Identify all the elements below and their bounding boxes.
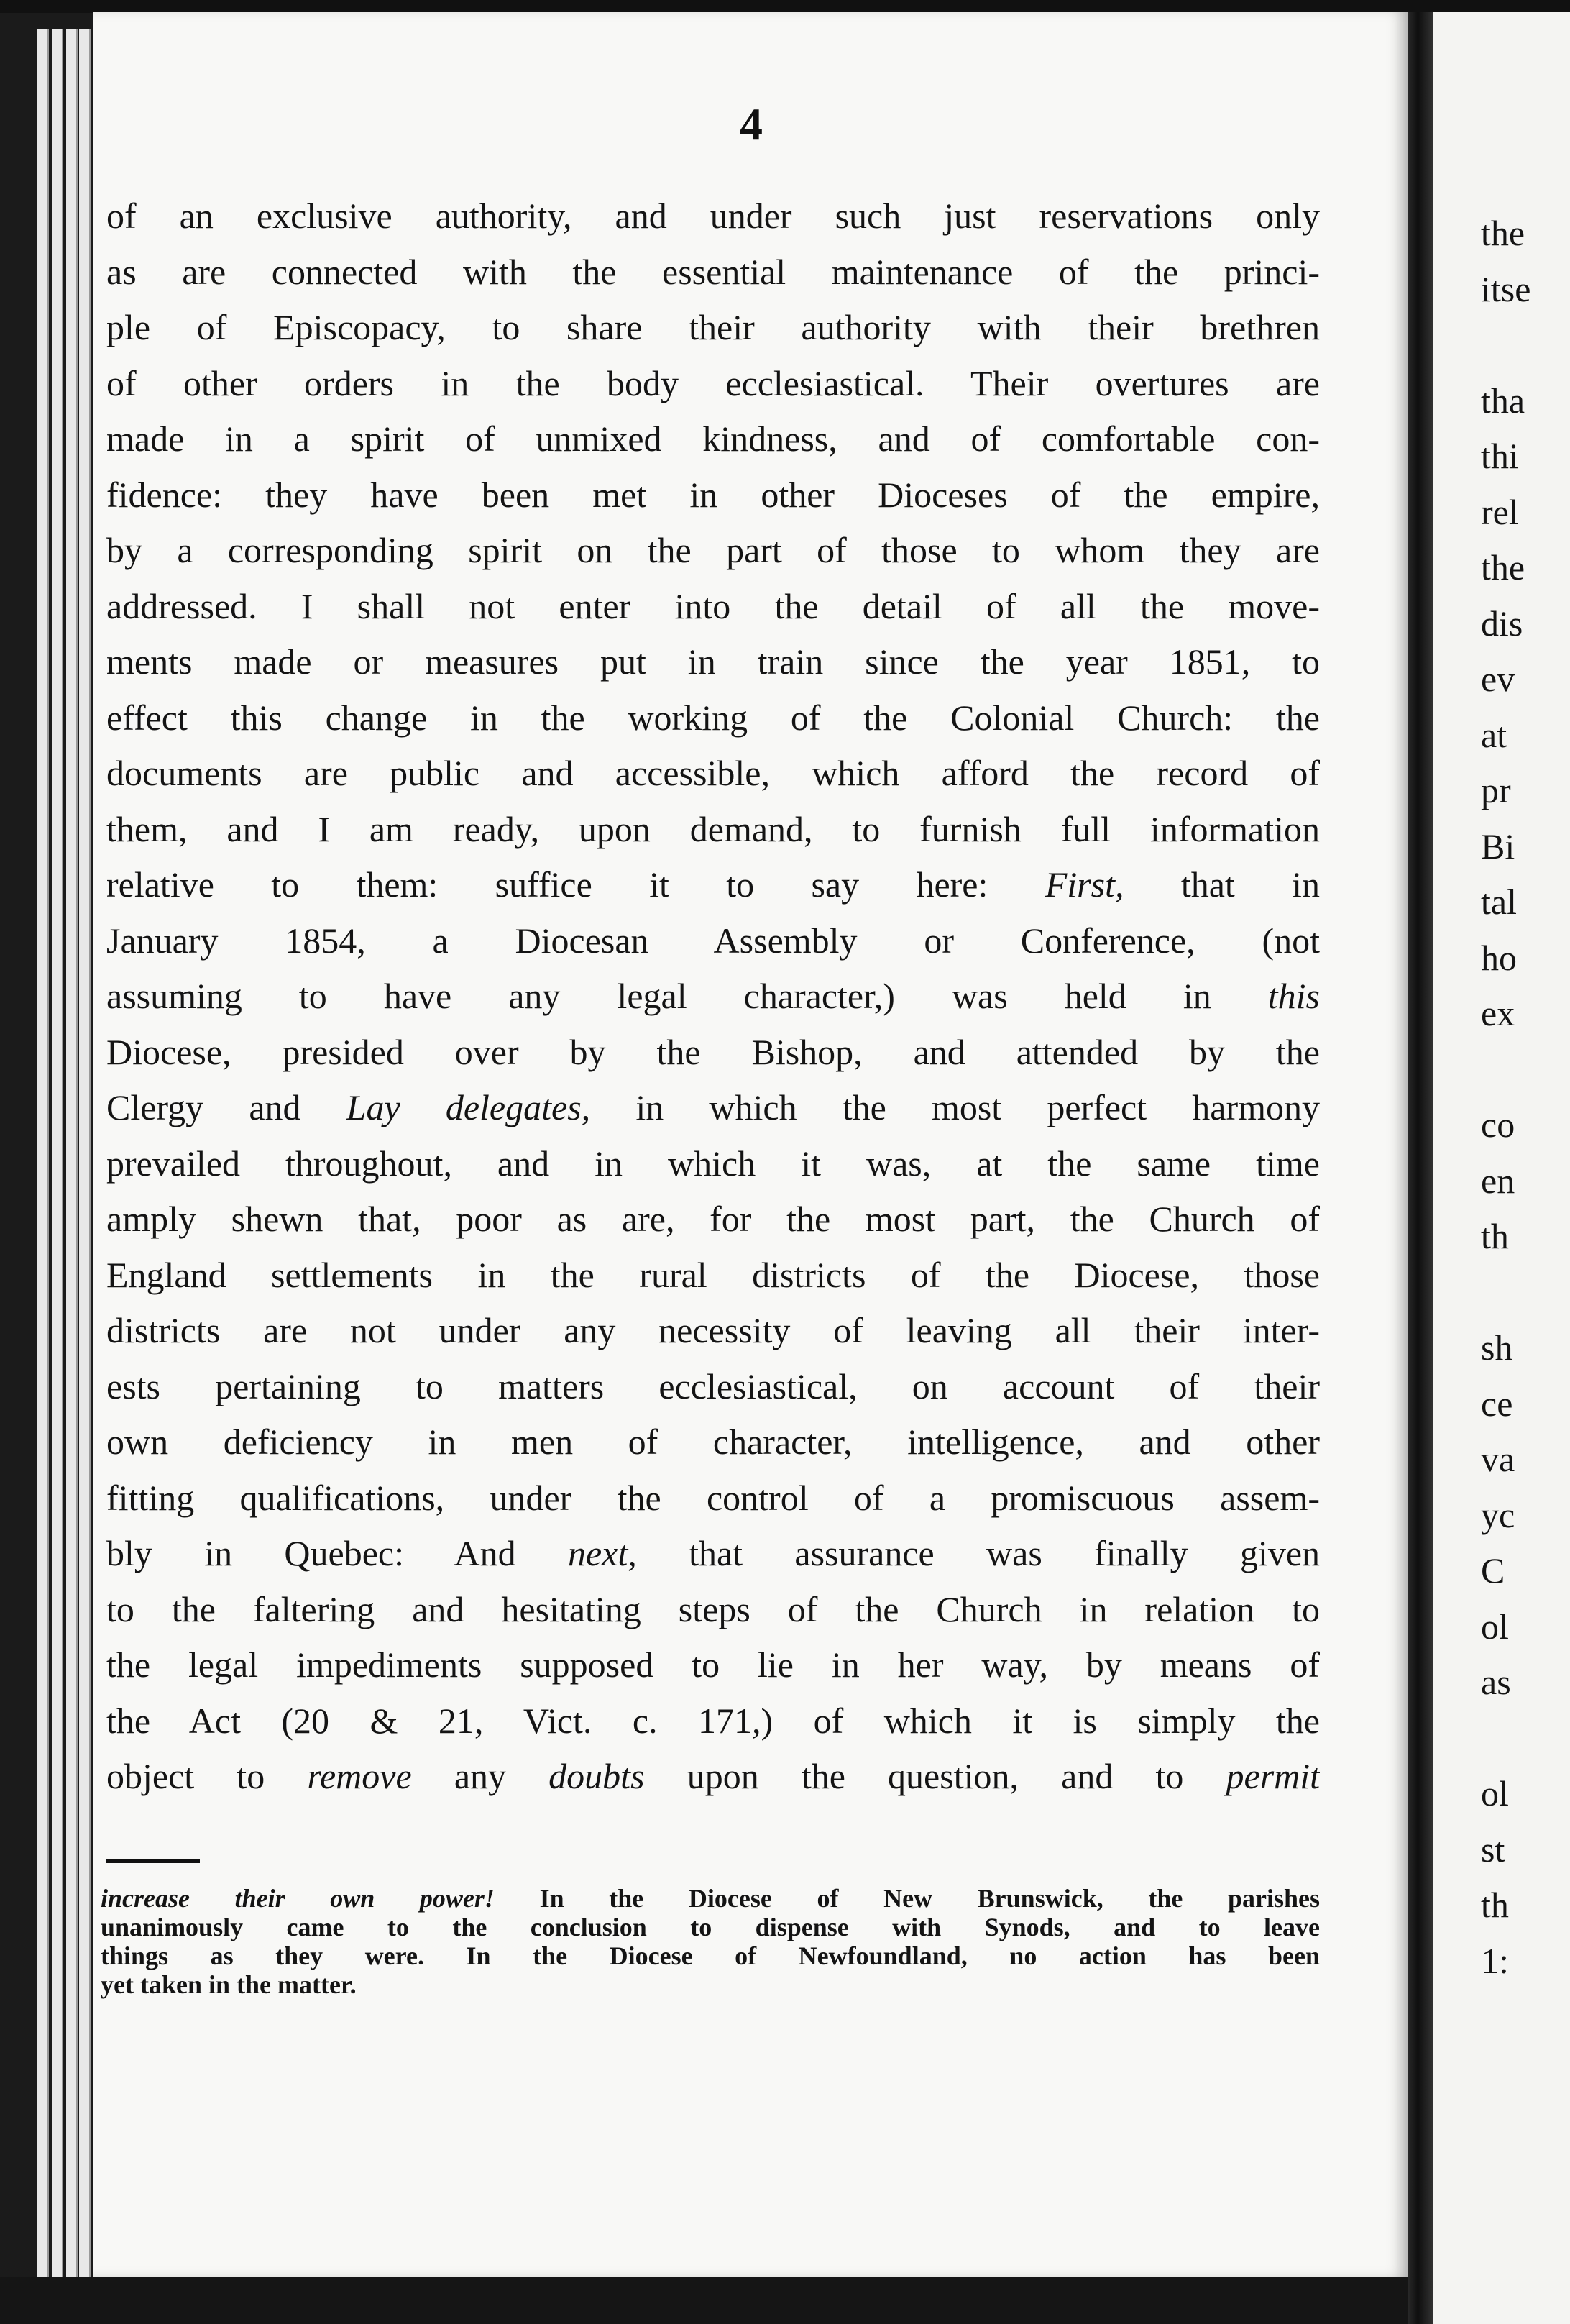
footnote-line: [101, 1884, 1320, 1913]
next-page-fragment: [1481, 1042, 1530, 1098]
footnote-line: unanimously came to the conclusion to dispense with Synods, and to leave: [101, 1913, 1320, 1941]
next-page-text: [1481, 206, 1530, 1989]
text-line: ments made or measures put in train since the year 1851, to: [106, 641, 1320, 682]
text-line: fidence: they have been met in other Dioceses of the empire,: [106, 474, 1320, 515]
text-line: ests pertaining to matters ecclesiastical, on account of their: [106, 1365, 1320, 1406]
text-line: fitting qualifications, under the control of a promiscuous assem-: [106, 1477, 1320, 1518]
text-line: Diocese, presided over by the Bishop, and attended by the: [106, 1031, 1320, 1072]
next-page-fragment: the: [1481, 213, 1525, 253]
next-page-fragment: st: [1481, 1829, 1505, 1870]
page-stack-edge: [37, 29, 49, 2294]
next-page-fragment: Bi: [1481, 825, 1515, 866]
next-page-fragment: en: [1481, 1160, 1515, 1201]
next-page-fragment: co: [1481, 1104, 1515, 1145]
text-line: [106, 857, 1320, 913]
next-page-fragment: rel: [1481, 491, 1519, 532]
text-line: made in a spirit of unmixed kindness, and of comfortable con-: [106, 418, 1320, 459]
text-line: addressed. I shall not enter into the detail of all the move-: [106, 585, 1320, 626]
text-line: the legal impediments supposed to lie in her way, by means of: [106, 1644, 1320, 1685]
text-line: [106, 1080, 1320, 1136]
next-page-fragment: thi: [1481, 436, 1519, 476]
next-page-fragment: ev: [1481, 659, 1515, 699]
text-segment: that assurance was finally given: [689, 1533, 1320, 1573]
next-page: [1433, 12, 1570, 2324]
next-page-fragment: ol: [1481, 1606, 1509, 1647]
next-page-fragment: [1481, 1265, 1530, 1321]
next-page-fragment: [1481, 317, 1530, 373]
next-page-fragment: C: [1481, 1550, 1505, 1591]
page-stack-edge: [52, 29, 63, 2294]
page-stack-edge: [79, 29, 91, 2294]
text-line: [106, 1526, 1320, 1582]
text-line: districts are not under any necessity of leaving all their inter-: [106, 1310, 1320, 1350]
text-segment: upon the question, and to: [687, 1756, 1184, 1796]
text-segment: object to: [106, 1756, 265, 1796]
italic-text: First,: [1045, 864, 1124, 905]
text-line: January 1854, a Diocesan Assembly or Conference, (not: [106, 920, 1320, 961]
next-page-fragment: [1481, 1711, 1530, 1767]
text-line: [106, 969, 1320, 1025]
footnote-line: yet taken in the matter.: [101, 1970, 357, 1999]
text-segment: that in: [1180, 864, 1320, 905]
next-page-fragment: tal: [1481, 882, 1517, 922]
italic-text: permit: [1226, 1756, 1320, 1796]
next-page-fragment: 1:: [1481, 1940, 1509, 1981]
next-page-fragment: pr: [1481, 770, 1511, 810]
page-number: 4: [740, 99, 763, 150]
next-page-fragment: the: [1481, 547, 1525, 587]
footnote: [101, 1884, 1320, 1999]
footnote-line: things as they were. In the Diocese of Newfoundland, no action has been: [101, 1941, 1320, 1970]
text-line: to the faltering and hesitating steps of the Church in relation to: [106, 1588, 1320, 1629]
text-line: prevailed throughout, and in which it was, at the same time: [106, 1143, 1320, 1184]
next-page-fragment: tha: [1481, 380, 1525, 421]
text-segment: any: [454, 1756, 507, 1796]
body-text: [106, 188, 1320, 1805]
text-segment: In the Diocese of New Brunswick, the parishes: [539, 1884, 1320, 1913]
text-segment: assuming to have any legal character,) was held in: [106, 976, 1211, 1016]
text-line: effect this change in the working of the Colonial Church: the: [106, 697, 1320, 738]
next-page-fragment: sh: [1481, 1327, 1513, 1368]
next-page-fragment: at: [1481, 714, 1507, 755]
text-segment: relative to them: suffice it to say here:: [106, 864, 988, 905]
text-line: amply shewn that, poor as are, for the most part, the Church of: [106, 1199, 1320, 1239]
next-page-fragment: th: [1481, 1885, 1509, 1925]
text-segment: bly in Quebec: And: [106, 1533, 516, 1573]
text-segment: in which the most perfect harmony: [635, 1087, 1320, 1127]
text-line: them, and I am ready, upon demand, to furnish full information: [106, 808, 1320, 849]
next-page-fragment: yc: [1481, 1494, 1515, 1535]
italic-text: increase their own power!: [101, 1884, 495, 1913]
next-page-fragment: itse: [1481, 268, 1531, 309]
next-page-fragment: as: [1481, 1662, 1511, 1702]
next-page-fragment: va: [1481, 1439, 1515, 1479]
text-line: ple of Episcopacy, to share their authority with their brethren: [106, 307, 1320, 347]
text-line: [106, 1749, 1320, 1805]
text-line: the Act (20 & 21, Vict. c. 171,) of which it is simply the: [106, 1700, 1320, 1741]
next-page-fragment: ol: [1481, 1773, 1509, 1813]
footnote-rule: [106, 1859, 200, 1863]
text-line: of an exclusive authority, and under such just reservations only: [106, 196, 1320, 236]
italic-text: Lay delegates,: [346, 1087, 591, 1127]
text-line: England settlements in the rural districts of the Diocese, those: [106, 1254, 1320, 1295]
text-line: documents are public and accessible, which afford the record of: [106, 753, 1320, 793]
text-line: by a corresponding spirit on the part of those to whom they are: [106, 530, 1320, 570]
text-segment: Clergy and: [106, 1087, 301, 1127]
next-page-fragment: ho: [1481, 937, 1517, 978]
text-line: of other orders in the body ecclesiastical. Their overtures are: [106, 362, 1320, 403]
text-line: own deficiency in men of character, intelligence, and other: [106, 1422, 1320, 1462]
next-page-fragment: ex: [1481, 993, 1515, 1033]
text-line: as are connected with the essential maintenance of the princi-: [106, 251, 1320, 292]
italic-text: this: [1267, 976, 1320, 1016]
next-page-fragment: dis: [1481, 603, 1523, 644]
italic-text: doubts: [548, 1756, 645, 1796]
italic-text: remove: [307, 1756, 412, 1796]
scan-bottom-border: [0, 2277, 1408, 2324]
next-page-fragment: ce: [1481, 1383, 1513, 1424]
next-page-fragment: th: [1481, 1216, 1509, 1256]
book-gutter: [1408, 12, 1433, 2324]
page-stack-edge: [66, 29, 78, 2294]
italic-text: next,: [567, 1533, 637, 1573]
